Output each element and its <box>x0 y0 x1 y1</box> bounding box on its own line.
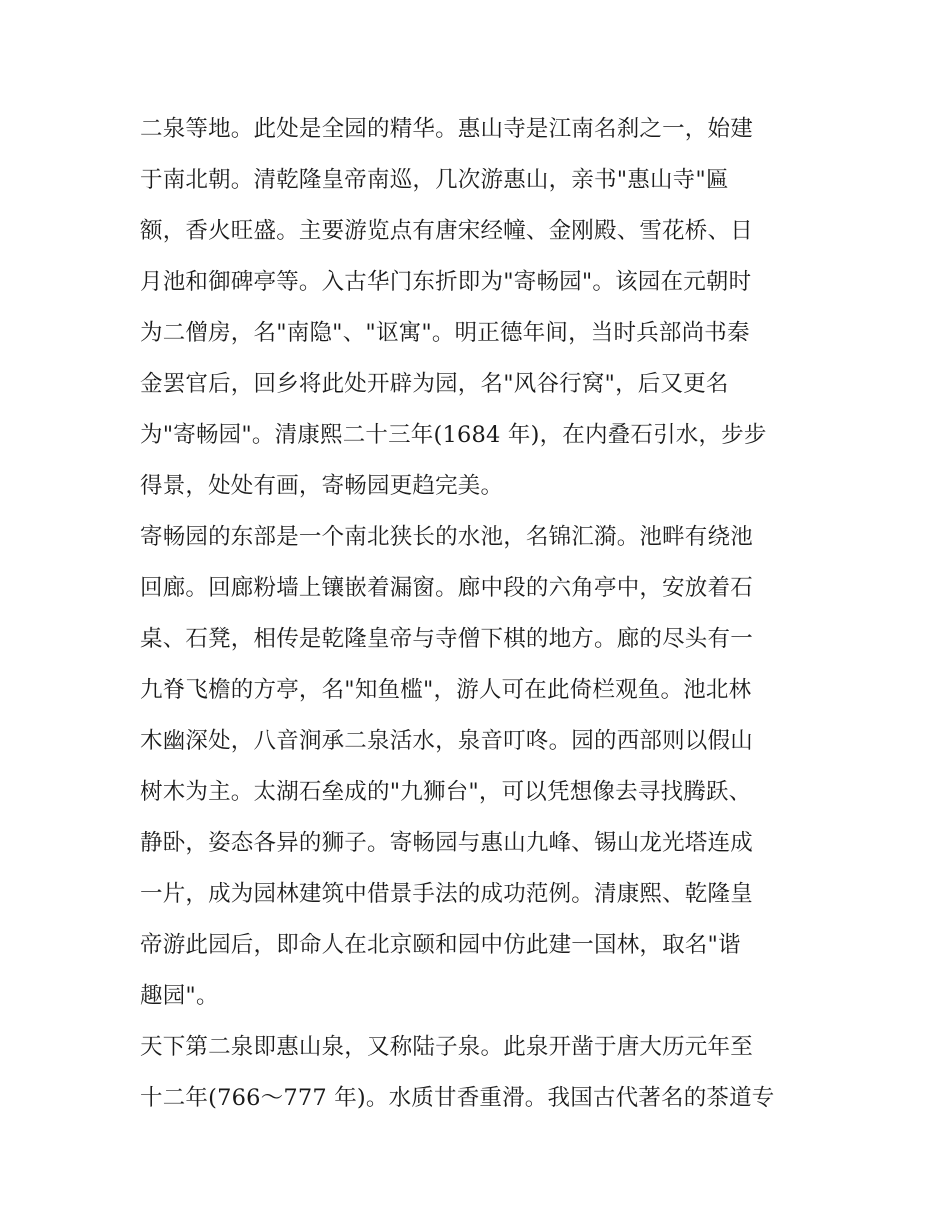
text-line: 寄畅园的东部是一个南北狭长的水池，名锦汇漪。池畔有绕池 <box>140 524 753 550</box>
text-line: 木幽深处，八音涧承二泉活水，泉音叮咚。园的西部则以假山 <box>140 728 753 754</box>
text-line: 金罢官后，回乡将此处开辟为园，名"风谷行窝"，后又更名 <box>140 371 729 397</box>
text-line: 为"寄畅园"。清康熙二十三年(1684 年)，在内叠石引水，步步 <box>140 422 767 448</box>
paragraph-jichang-intro <box>140 104 815 512</box>
text-line: 树木为主。太湖石垒成的"九狮台"，可以凭想像去寻找腾跃、 <box>140 779 752 805</box>
body-text <box>140 104 815 1124</box>
text-line: 月池和御碑亭等。入古华门东折即为"寄畅园"。该园在元朝时 <box>140 269 752 295</box>
text-line: 回廊。回廊粉墙上镶嵌着漏窗。廊中段的六角亭中，安放着石 <box>140 575 753 601</box>
text-line: 帝游此园后，即命人在北京颐和园中仿此建一国林，取名"谐 <box>140 932 741 958</box>
text-line: 十二年(766～777 年)。水质甘香重滑。我国古代著名的茶道专 <box>140 1085 775 1111</box>
text-line: 九脊飞檐的方亭，名"知鱼槛"，游人可在此倚栏观鱼。池北林 <box>140 677 752 703</box>
paragraph-jichang-east <box>140 512 815 1022</box>
text-line: 为二僧房，名"南隐"、"讴寓"。明正德年间，当时兵部尚书秦 <box>140 320 750 346</box>
text-line: 桌、石凳，相传是乾隆皇帝与寺僧下棋的地方。廊的尽头有一 <box>140 626 753 652</box>
text-line: 二泉等地。此处是全园的精华。惠山寺是江南名刹之一，始建 <box>140 116 753 142</box>
text-line: 得景，处处有画，寄畅园更趋完美。 <box>140 473 504 499</box>
paragraph-second-spring <box>140 1022 815 1124</box>
text-line: 额，香火旺盛。主要游览点有唐宋经幢、金刚殿、雪花桥、日 <box>140 218 753 244</box>
text-line: 一片，成为园林建筑中借景手法的成功范例。清康熙、乾隆皇 <box>140 881 753 907</box>
text-line: 静卧，姿态各异的狮子。寄畅园与惠山九峰、锡山龙光塔连成 <box>140 830 753 856</box>
text-line: 天下第二泉即惠山泉，又称陆子泉。此泉开凿于唐大历元年至 <box>140 1034 753 1060</box>
text-line: 于南北朝。清乾隆皇帝南巡，几次游惠山，亲书"惠山寺"匾 <box>140 167 729 193</box>
text-line: 趣园"。 <box>140 983 219 1009</box>
